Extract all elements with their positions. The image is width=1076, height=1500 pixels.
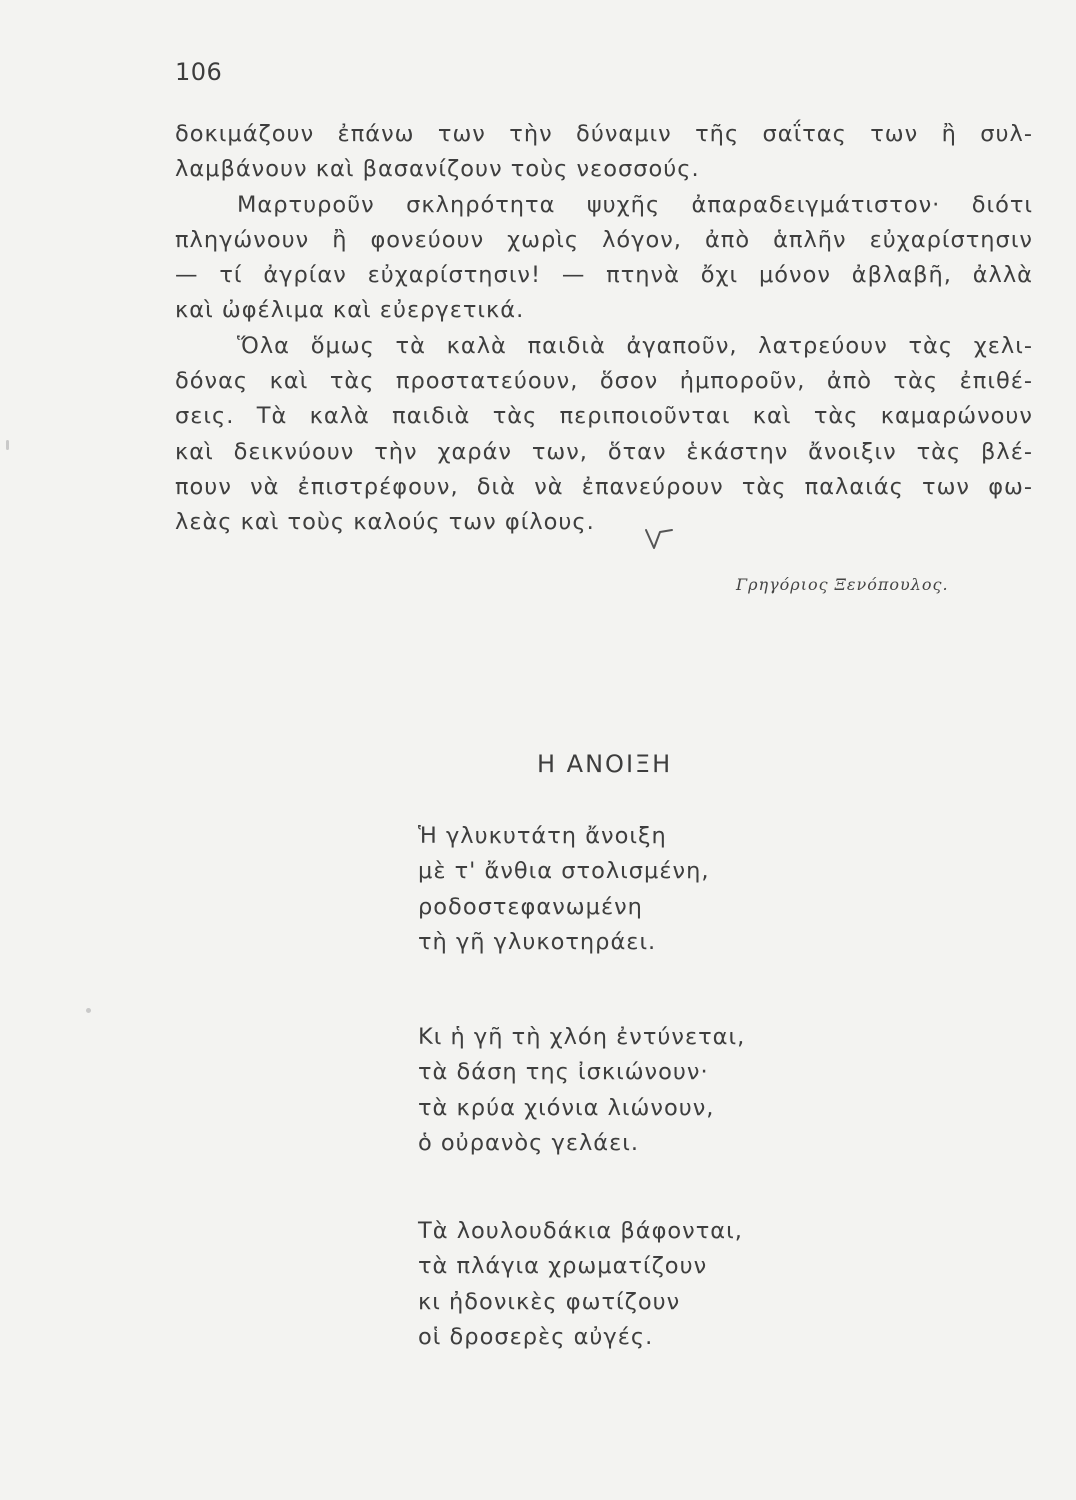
poem-line: ὁ οὐρανὸς γελάει. <box>418 1129 640 1156</box>
paper-speck <box>6 440 9 450</box>
poem-line: μὲ τ' ἄνθια στολισμένη, <box>418 858 710 885</box>
poem-line: Τὰ λουλουδάκια βάφονται, <box>418 1218 743 1244</box>
poem-line: ροδοστεφανωμένη <box>418 893 643 920</box>
prose-line: — τί ἀγρίαν εὐχαρίστησιν! — πτηνὰ ὄχι μόνον ἀβλαβῆ, ἀλλὰ <box>175 262 1033 289</box>
prose-paragraphs <box>175 117 1033 541</box>
prose-line: δοκιμάζουν ἐπάνω των τὴν δύναμιν τῆς σαΐτας των ἢ συλ- <box>175 121 1033 147</box>
prose-line: σεις. Τὰ καλὰ παιδιὰ τὰς περιποιοῦνται καὶ τὰς καμαρώνουν <box>175 403 1033 430</box>
prose-line: λεὰς καὶ τοὺς καλούς των φίλους. <box>175 509 595 536</box>
prose-line: λαμβάνουν καὶ βασανίζουν τοὺς νεοσσούς. <box>175 156 700 183</box>
poem-line: τὰ πλάγια χρωματίζουν <box>418 1253 708 1280</box>
author-signature: Γρηγόριος Ξενόπουλος. <box>736 575 949 594</box>
poem-line: τὰ δάση της ἰσκιώνουν· <box>418 1059 709 1086</box>
prose-line: Ὅλα ὅμως τὰ καλὰ παιδιὰ ἀγαποῦν, λατρεύουν τὰς χελι- <box>237 332 1033 359</box>
prose-line: πουν νὰ ἐπιστρέφουν, διὰ νὰ ἐπανεύρουν τὰς παλαιάς των φω- <box>175 473 1033 500</box>
poem-stanza <box>418 1020 745 1161</box>
poem-line: κι ἠδονικὲς φωτίζουν <box>418 1288 681 1315</box>
poem-line: οἱ δροσερὲς αὐγές. <box>418 1323 654 1350</box>
poem-line: Κι ἡ γῆ τὴ χλόη ἐντύνεται, <box>418 1024 746 1050</box>
pencil-check-mark <box>642 522 682 552</box>
prose-line: δόνας καὶ τὰς προστατεύουν, ὅσον ἠμποροῦν, ἀπὸ τὰς ἐπιθέ- <box>175 368 1033 395</box>
poem-line: τὴ γῆ γλυκοτηράει. <box>418 928 657 955</box>
prose-line: καὶ δεικνύουν τὴν χαράν των, ὅταν ἑκάστην ἄνοιξιν τὰς βλέ- <box>175 438 1033 465</box>
poem-stanza <box>418 819 710 960</box>
page-number: 106 <box>175 58 223 86</box>
poem-stanza <box>418 1214 743 1355</box>
poem-line: τὰ κρύα χιόνια λιώνουν, <box>418 1094 715 1121</box>
poem-title: Η ΑΝΟΙΞΗ <box>537 750 673 778</box>
poem-line: Ἡ γλυκυτάτη ἄνοιξη <box>418 823 667 849</box>
prose-line: πληγώνουν ἢ φονεύουν χωρὶς λόγον, ἀπὸ ἁπλῆν εὐχαρίστησιν <box>175 226 1033 253</box>
prose-line: καὶ ὠφέλιμα καὶ εὐεργετικά. <box>175 297 525 324</box>
paper-speck <box>86 1008 91 1013</box>
prose-line: Μαρτυροῦν σκληρότητα ψυχῆς ἀπαραδειγμάτιστον· διότι <box>237 191 1033 218</box>
